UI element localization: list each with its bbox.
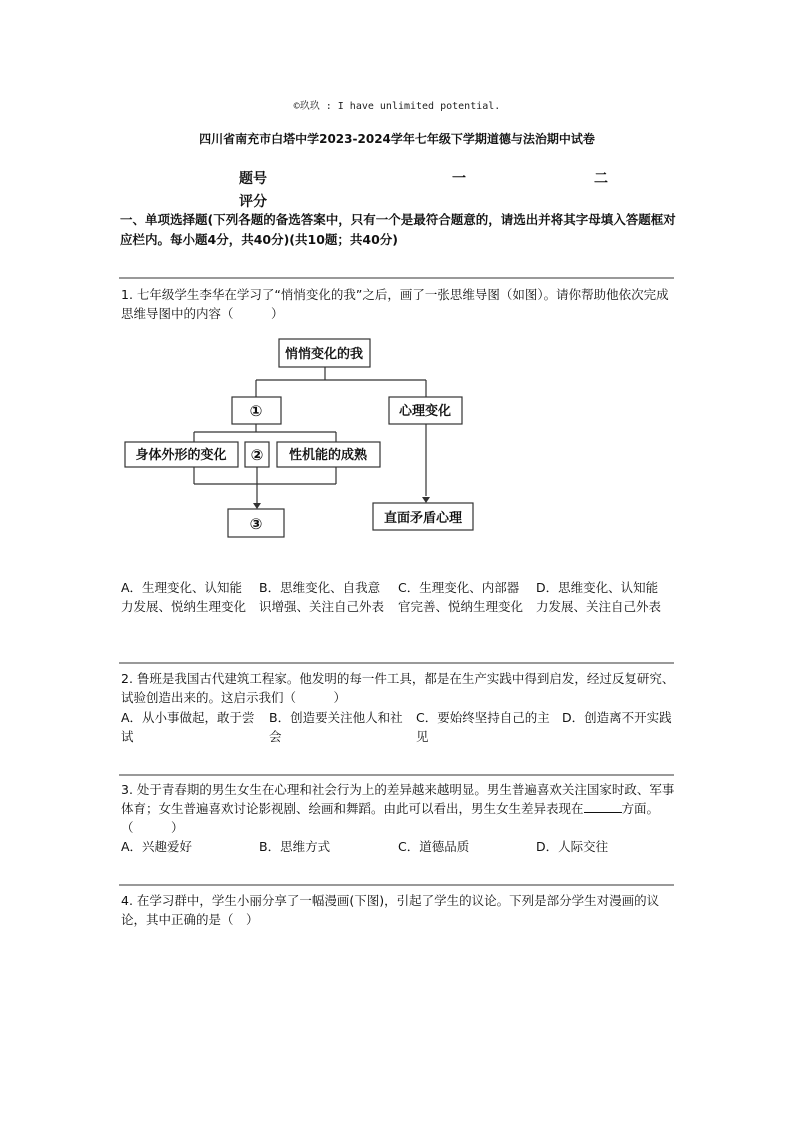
divider [119, 774, 674, 776]
question-3-stem-part2: 方面。（ ） [121, 801, 660, 835]
q3-option-c: C．道德品质 [398, 839, 470, 854]
divider [119, 662, 674, 664]
q3-option-a: A．兴趣爱好 [121, 839, 193, 854]
q1-option-a: A．生理变化、认知能力发展、悦纳生理变化 [121, 580, 247, 614]
question-3-stem [121, 780, 677, 837]
table-col-2: 二 [594, 171, 608, 187]
node-3: ③ [249, 515, 263, 533]
q3-option-b: B．思维方式 [259, 839, 331, 854]
q2-option-d: D．创造离不开实践 [562, 710, 672, 725]
answer-blank [584, 800, 622, 813]
mind-map-diagram [118, 333, 488, 545]
node-body: 身体外形的变化 [135, 448, 227, 463]
q2-option-b: B．创造要关注他人和社会 [269, 710, 403, 744]
q1-option-b: B．思维变化、自我意识增强、关注自己外表 [259, 580, 385, 614]
q1-option-c: C．生理变化、内部器官完善、悦纳生理变化 [398, 580, 524, 614]
question-2-stem: 2. 鲁班是我国古代建筑工程家。他发明的每一件工具，都是在生产实践中得到启发，经过反复研究、试验创造出来的。这启示我们（ ） [121, 671, 675, 705]
node-psych: 心理变化 [398, 404, 452, 419]
table-col-1: 一 [452, 171, 466, 187]
q2-option-c: C．要始终坚持自己的主见 [416, 710, 550, 744]
question-1-stem: 1. 七年级学生李华在学习了“悄悄变化的我”之后，画了一张思维导图（如图）。请你帮助他依次完成思维导图中的内容（ ） [121, 287, 669, 321]
q2-option-a: A．从小事做起，敢于尝试 [121, 710, 255, 744]
divider [119, 277, 674, 279]
table-row-header: 评分 [239, 194, 267, 210]
node-root: 悄悄变化的我 [284, 347, 364, 362]
node-sex: 性机能的成熟 [288, 448, 368, 463]
node-2: ② [250, 446, 264, 464]
node-1: ① [249, 402, 263, 420]
table-col-header: 题号 [239, 171, 267, 187]
divider [119, 884, 674, 886]
page-title: 四川省南充市白塔中学2023-2024学年七年级下学期道德与法治期中试卷 [199, 132, 595, 146]
node-face: 直面矛盾心理 [383, 511, 463, 526]
q1-option-d: D．思维变化、认知能力发展、关注自己外表 [536, 580, 662, 614]
question-4-stem: 4. 在学习群中，学生小丽分享了一幅漫画(下图)，引起了学生的议论。下列是部分学生对漫画的议论，其中正确的是（ ） [121, 893, 660, 927]
section-heading: 一、单项选择题(下列各题的备选答案中，只有一个是最符合题意的，请选出并将其字母填入答题框对应栏内。每小题4分，共40分)(共10题；共40分) [120, 212, 676, 247]
watermark: ©玖玖 : I have unlimited potential. [293, 101, 501, 112]
q3-option-d: D．人际交往 [536, 839, 609, 854]
question-3-stem-part1: 3. 处于青春期的男生女生在心理和社会行为上的差异越来越明显。男生普遍喜欢关注国家时政、军事体育；女生普遍喜欢讨论影视剧、绘画和舞蹈。由此可以看出，男生女生差异表现在 [121, 782, 675, 816]
